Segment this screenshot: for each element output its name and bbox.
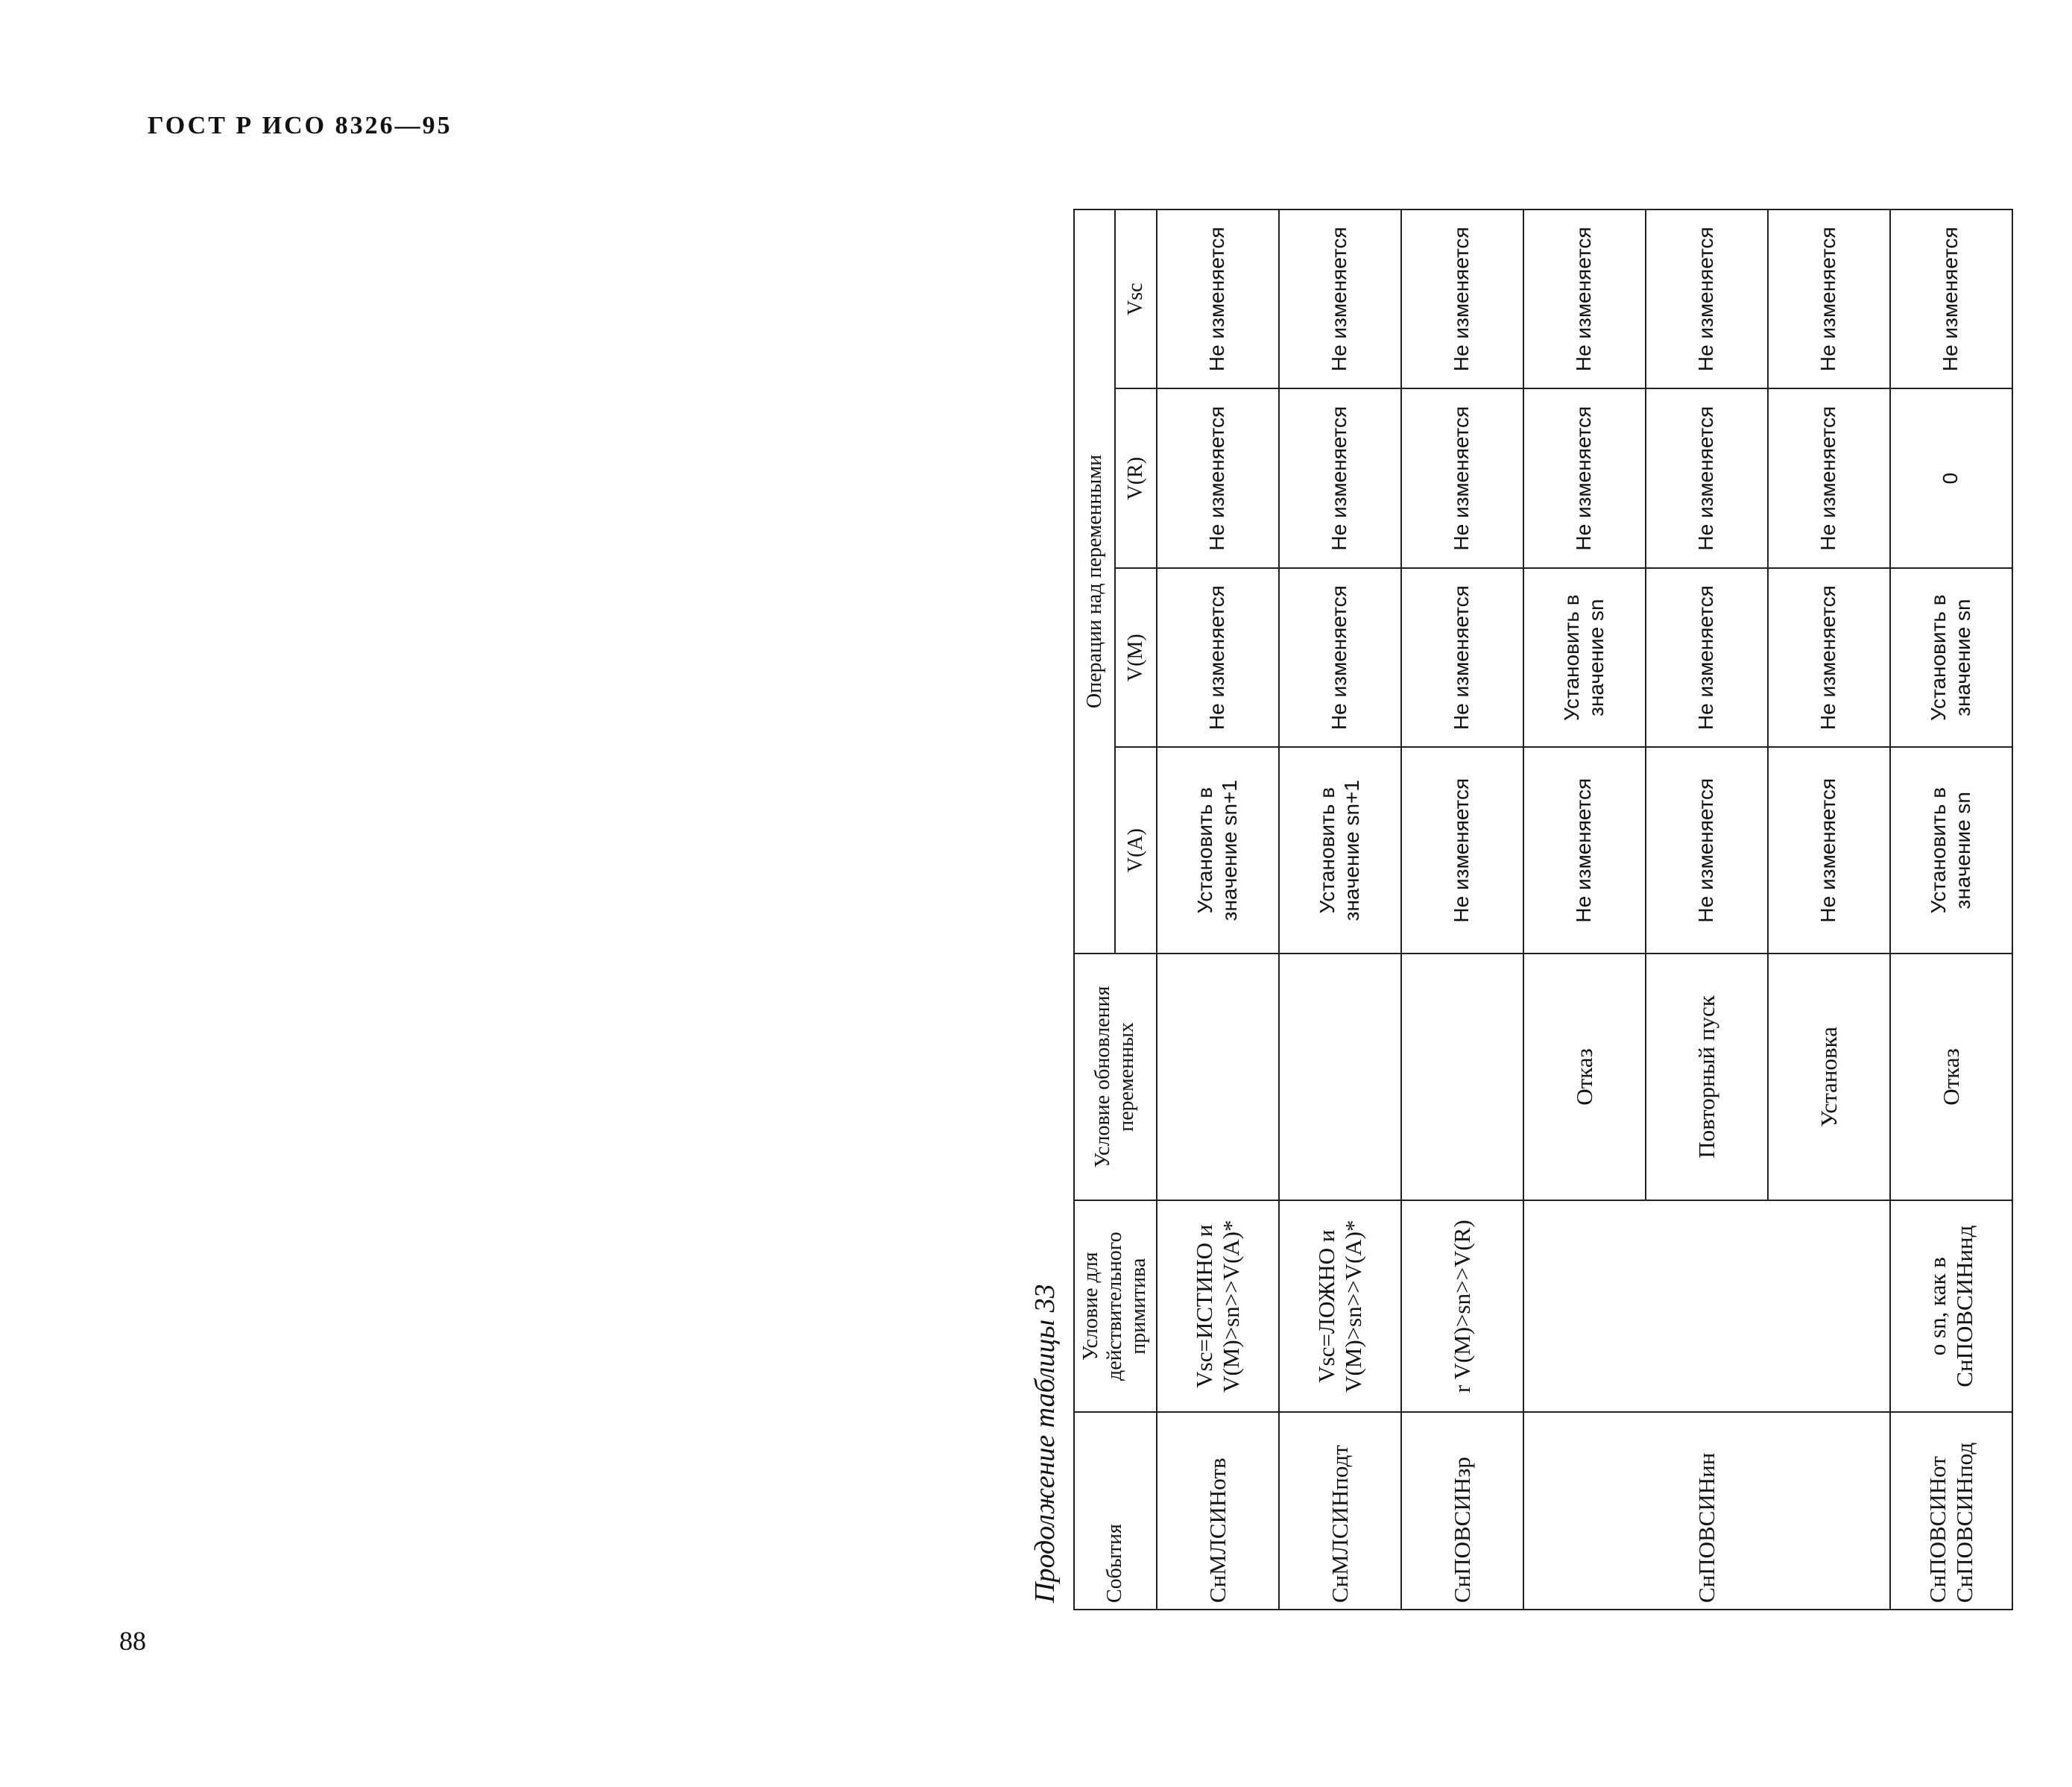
- va-cell: Не изменяется: [1646, 747, 1768, 954]
- vm-cell: Не изменяется: [1768, 568, 1890, 747]
- table-row: [1401, 209, 1523, 1610]
- update-cell: Повторный пуск: [1646, 954, 1768, 1200]
- event-cell: СнМЛСИНподт: [1279, 1412, 1401, 1610]
- update-cell: Установка: [1768, 954, 1890, 1200]
- header-vsc: Vsc: [1115, 209, 1156, 389]
- va-cell: Установить в значение sn+1: [1279, 747, 1401, 954]
- vsc-cell: Не изменяется: [1523, 209, 1646, 389]
- condition-cell: [1523, 1200, 1890, 1412]
- update-cell: [1401, 954, 1523, 1200]
- vsc-cell: Не изменяется: [1890, 209, 2012, 389]
- vsc-cell: Не изменяется: [1646, 209, 1768, 389]
- va-cell: Установить в значение sn+1: [1157, 747, 1279, 954]
- vsc-cell: Не изменяется: [1279, 209, 1401, 389]
- variables-table: [1073, 209, 2013, 1610]
- header-va: V(A): [1115, 747, 1156, 954]
- event-cell: СнПОВСИНин: [1523, 1412, 1890, 1610]
- table-row: [1523, 209, 1646, 1610]
- vr-cell: Не изменяется: [1646, 389, 1768, 568]
- va-cell: Не изменяется: [1523, 747, 1646, 954]
- condition-cell: Vsc=ИСТИНО и V(M)>sn>>V(A)*: [1157, 1200, 1279, 1412]
- vsc-cell: Не изменяется: [1157, 209, 1279, 389]
- va-cell: Не изменяется: [1768, 747, 1890, 954]
- vr-cell: 0: [1890, 389, 2012, 568]
- vm-cell: Не изменяется: [1279, 568, 1401, 747]
- vr-cell: Не изменяется: [1279, 389, 1401, 568]
- vr-cell: Не изменяется: [1401, 389, 1523, 568]
- vm-cell: Установить в значение sn: [1523, 568, 1646, 747]
- table-row: [1157, 209, 1279, 1610]
- event-cell: СнПОВСИНот СнПОВСИНпод: [1890, 1412, 2012, 1610]
- vr-cell: Не изменяется: [1157, 389, 1279, 568]
- header-update-condition: Условие обновления переменных: [1074, 954, 1157, 1200]
- event-cell: СнПОВСИНзр: [1401, 1412, 1523, 1610]
- vm-cell: Не изменяется: [1401, 568, 1523, 747]
- table-caption: Продолжение таблицы 33: [1029, 1284, 1061, 1603]
- event-cell: СнМЛСИНотв: [1157, 1412, 1279, 1610]
- condition-cell: Vsc=ЛОЖНО и V(M)>sn>>V(A)*: [1279, 1200, 1401, 1412]
- va-cell: Не изменяется: [1401, 747, 1523, 954]
- table-row: [1890, 209, 2012, 1610]
- condition-cell: о sn, как в СнПОВСИНинд: [1890, 1200, 2012, 1412]
- vm-cell: Не изменяется: [1157, 568, 1279, 747]
- va-cell: Установить в значение sn: [1890, 747, 2012, 954]
- vr-cell: Не изменяется: [1523, 389, 1646, 568]
- update-cell: [1157, 954, 1279, 1200]
- vsc-cell: Не изменяется: [1401, 209, 1523, 389]
- table-row: [1279, 209, 1401, 1610]
- header-condition: Условие для действительного примитива: [1074, 1200, 1157, 1412]
- update-cell: Отказ: [1523, 954, 1646, 1200]
- condition-cell: r V(M)>sn>>V(R): [1401, 1200, 1523, 1412]
- header-vm: V(M): [1115, 568, 1156, 747]
- header-vr: V(R): [1115, 389, 1156, 568]
- update-cell: [1279, 954, 1401, 1200]
- page-number: 88: [119, 1626, 146, 1656]
- vm-cell: Установить в значение sn: [1890, 568, 2012, 747]
- vsc-cell: Не изменяется: [1768, 209, 1890, 389]
- rotated-table-area: [1029, 194, 2072, 1610]
- header-operations: Операции над переменными: [1074, 209, 1115, 954]
- vm-cell: Не изменяется: [1646, 568, 1768, 747]
- vr-cell: Не изменяется: [1768, 389, 1890, 568]
- update-cell: Отказ: [1890, 954, 2012, 1200]
- page-header: ГОСТ Р ИСО 8326—95: [148, 112, 452, 139]
- header-events: События: [1074, 1412, 1157, 1610]
